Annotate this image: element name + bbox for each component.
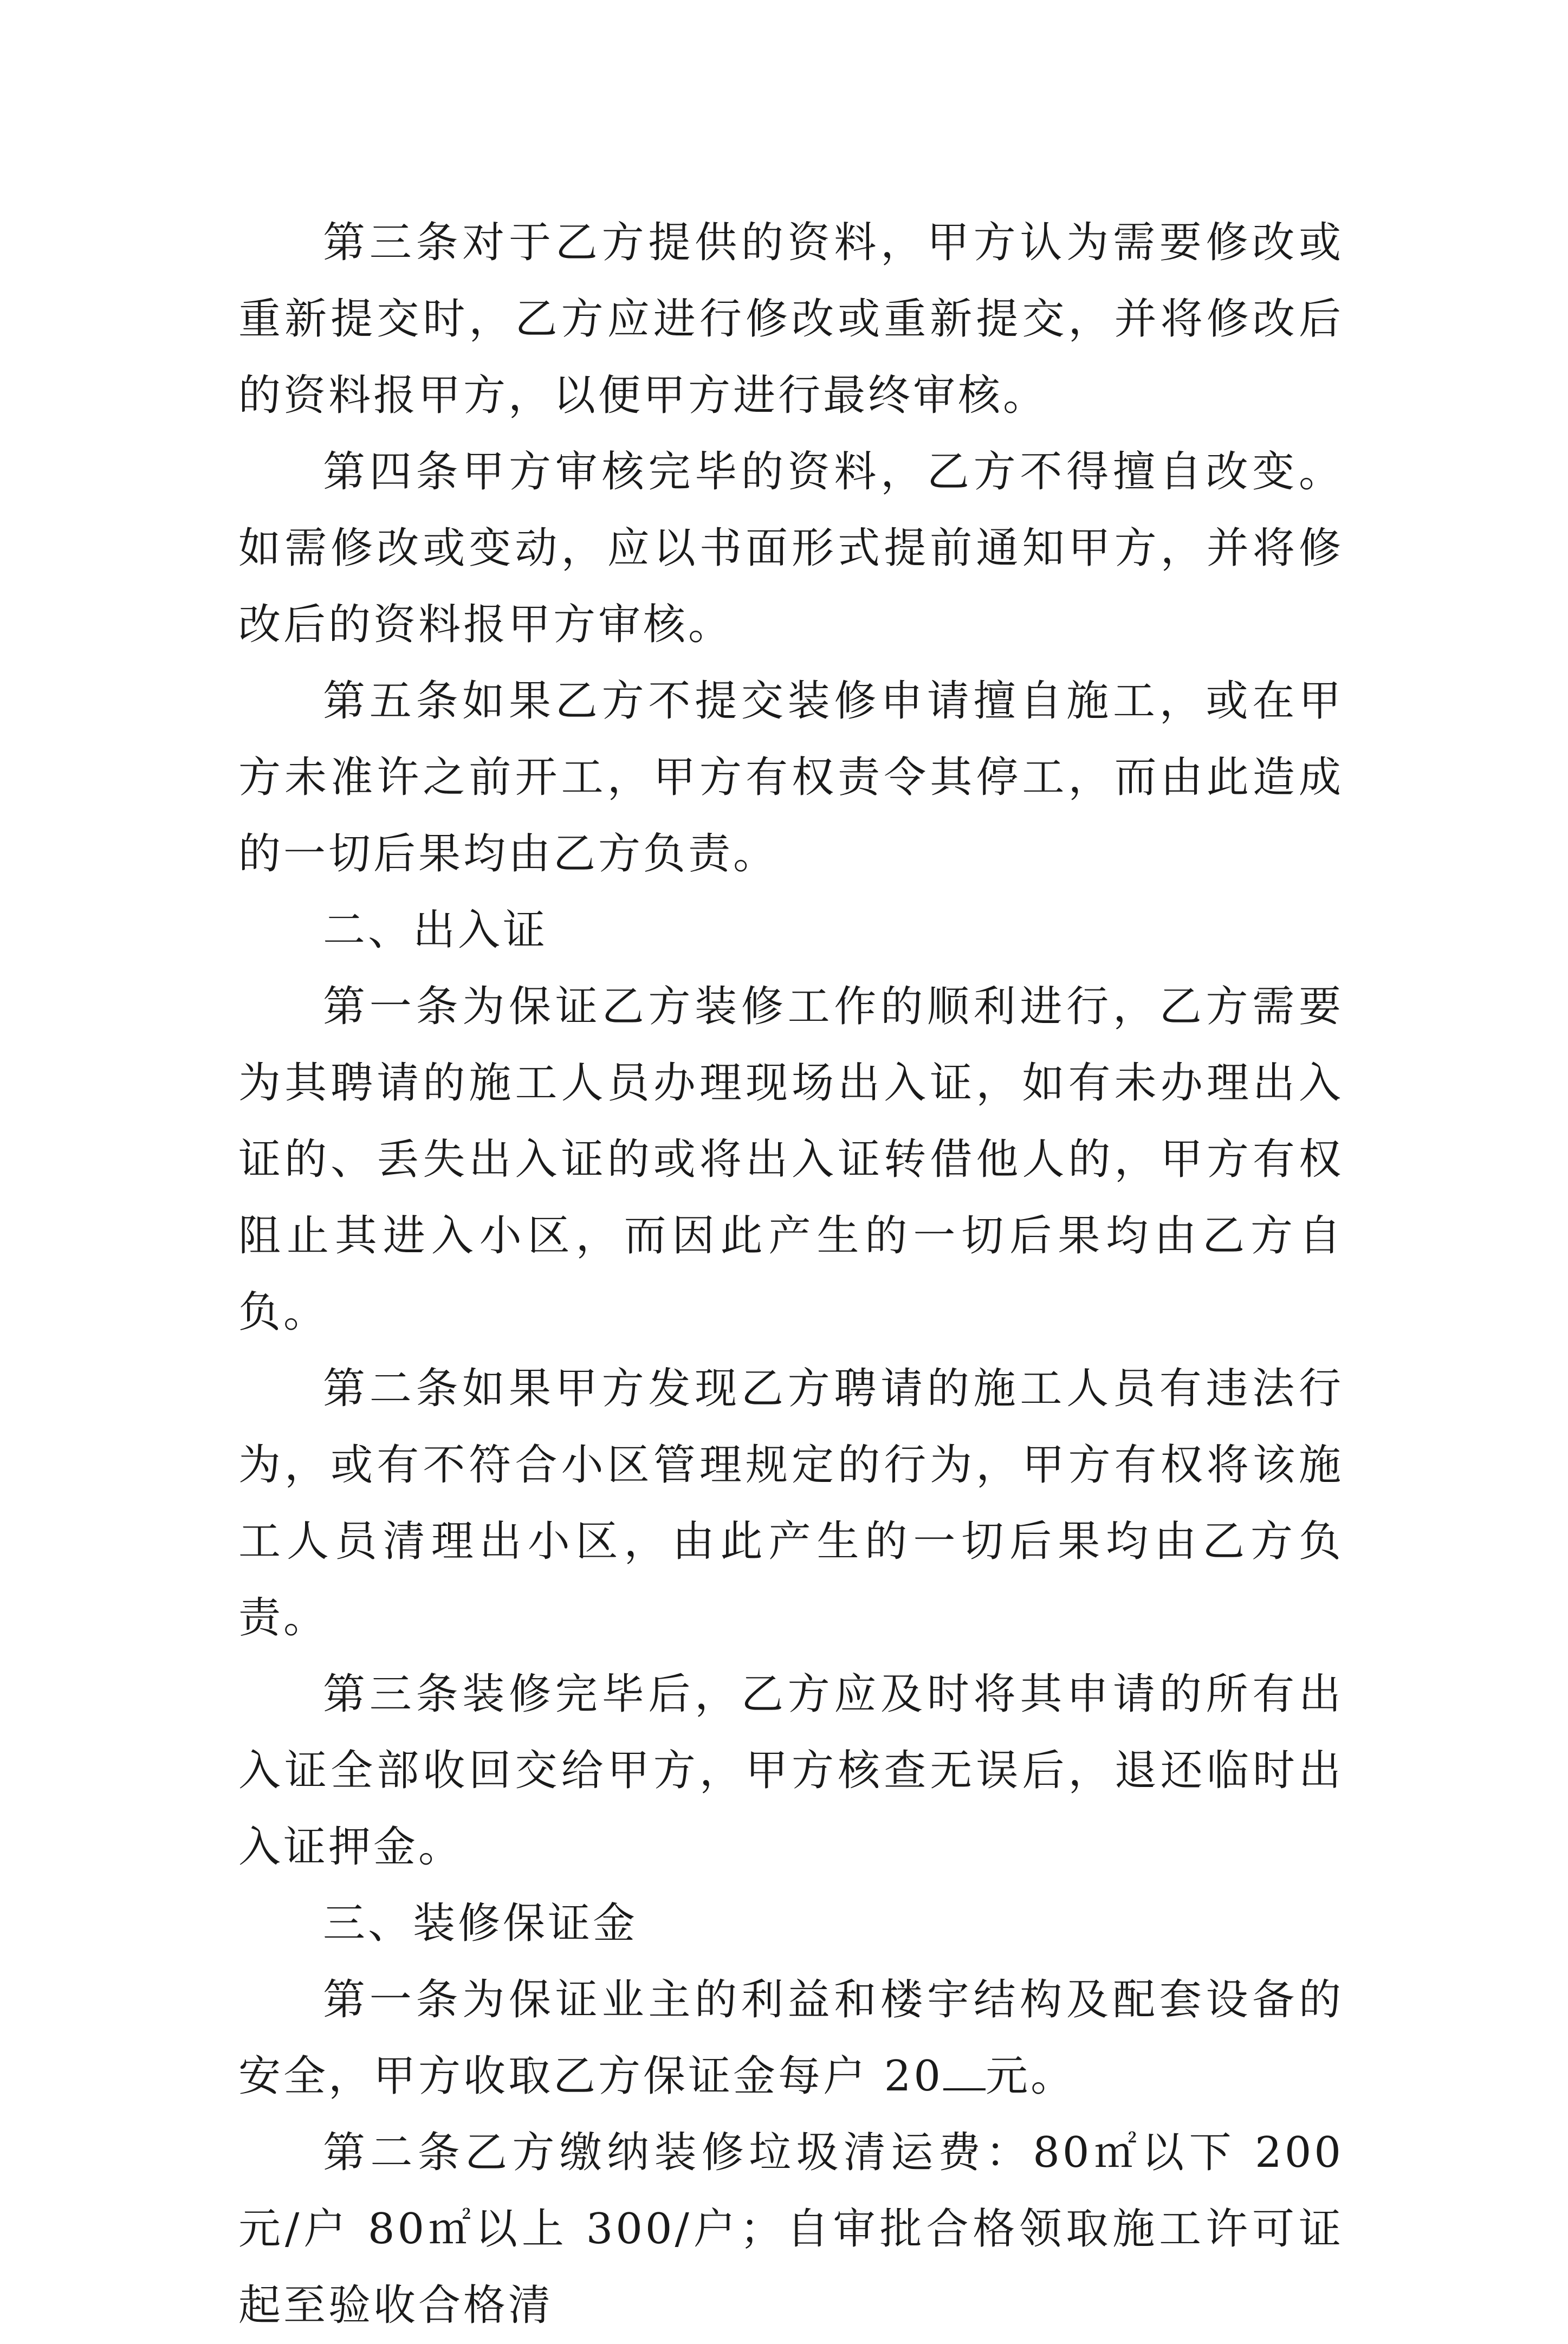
paragraph-deposit-article-1 — [238, 1962, 1344, 2115]
paragraph-article-4-approved-materials: 第四条甲方审核完毕的资料，乙方不得擅自改变。如需修改或变动，应以书面形式提前通知甲方，并将修改后的资料报甲方审核。 — [238, 448, 1344, 649]
paragraph-article-5-unauthorized-work: 第五条如果乙方不提交装修申请擅自施工，或在甲方未准许之前开工，甲方有权责令其停工，而由此造成的一切后果均由乙方负责。 — [238, 677, 1344, 878]
blank-underline — [943, 2056, 986, 2090]
paragraph-access-article-3: 第三条装修完毕后，乙方应及时将其申请的所有出入证全部收回交给甲方，甲方核查无误后，退还临时出入证押金。 — [238, 1670, 1344, 1872]
deposit-text-after: 元。 — [986, 2052, 1076, 2101]
section-heading-deposit: 三、装修保证金 — [323, 1899, 638, 1948]
paragraph-access-article-1: 第一条为保证乙方装修工作的顺利进行，乙方需要为其聘请的施工人员办理现场出入证，如有未办理出入证的、丢失出入证的或将出入证转借他人的，甲方有权阻止其进入小区，而因此产生的一切后果均由乙方自负。 — [238, 982, 1344, 1337]
paragraph-article-3-revision: 第三条对于乙方提供的资料，甲方认为需要修改或重新提交时，乙方应进行修改或重新提交，并将修改后的资料报甲方，以便甲方进行最终审核。 — [238, 218, 1344, 420]
paragraph-access-article-2: 第二条如果甲方发现乙方聘请的施工人员有违法行为，或有不符合小区管理规定的行为，甲方有权将该施工人员清理出小区，由此产生的一切后果均由乙方负责。 — [238, 1364, 1344, 1642]
document-body — [238, 205, 1344, 2344]
deposit-text-before: 第一条为保证业主的利益和楼宇结构及配套设备的安全，甲方收取乙方保证金每户 20 — [238, 1976, 1344, 2101]
paragraph-deposit-article-2: 第二条乙方缴纳装修垃圾清运费：80㎡以下 200 元/户 80㎡以上 300/户；自审批合格领取施工许可证起至验收合格清 — [238, 2128, 1344, 2330]
section-heading-access-pass: 二、出入证 — [323, 906, 548, 955]
